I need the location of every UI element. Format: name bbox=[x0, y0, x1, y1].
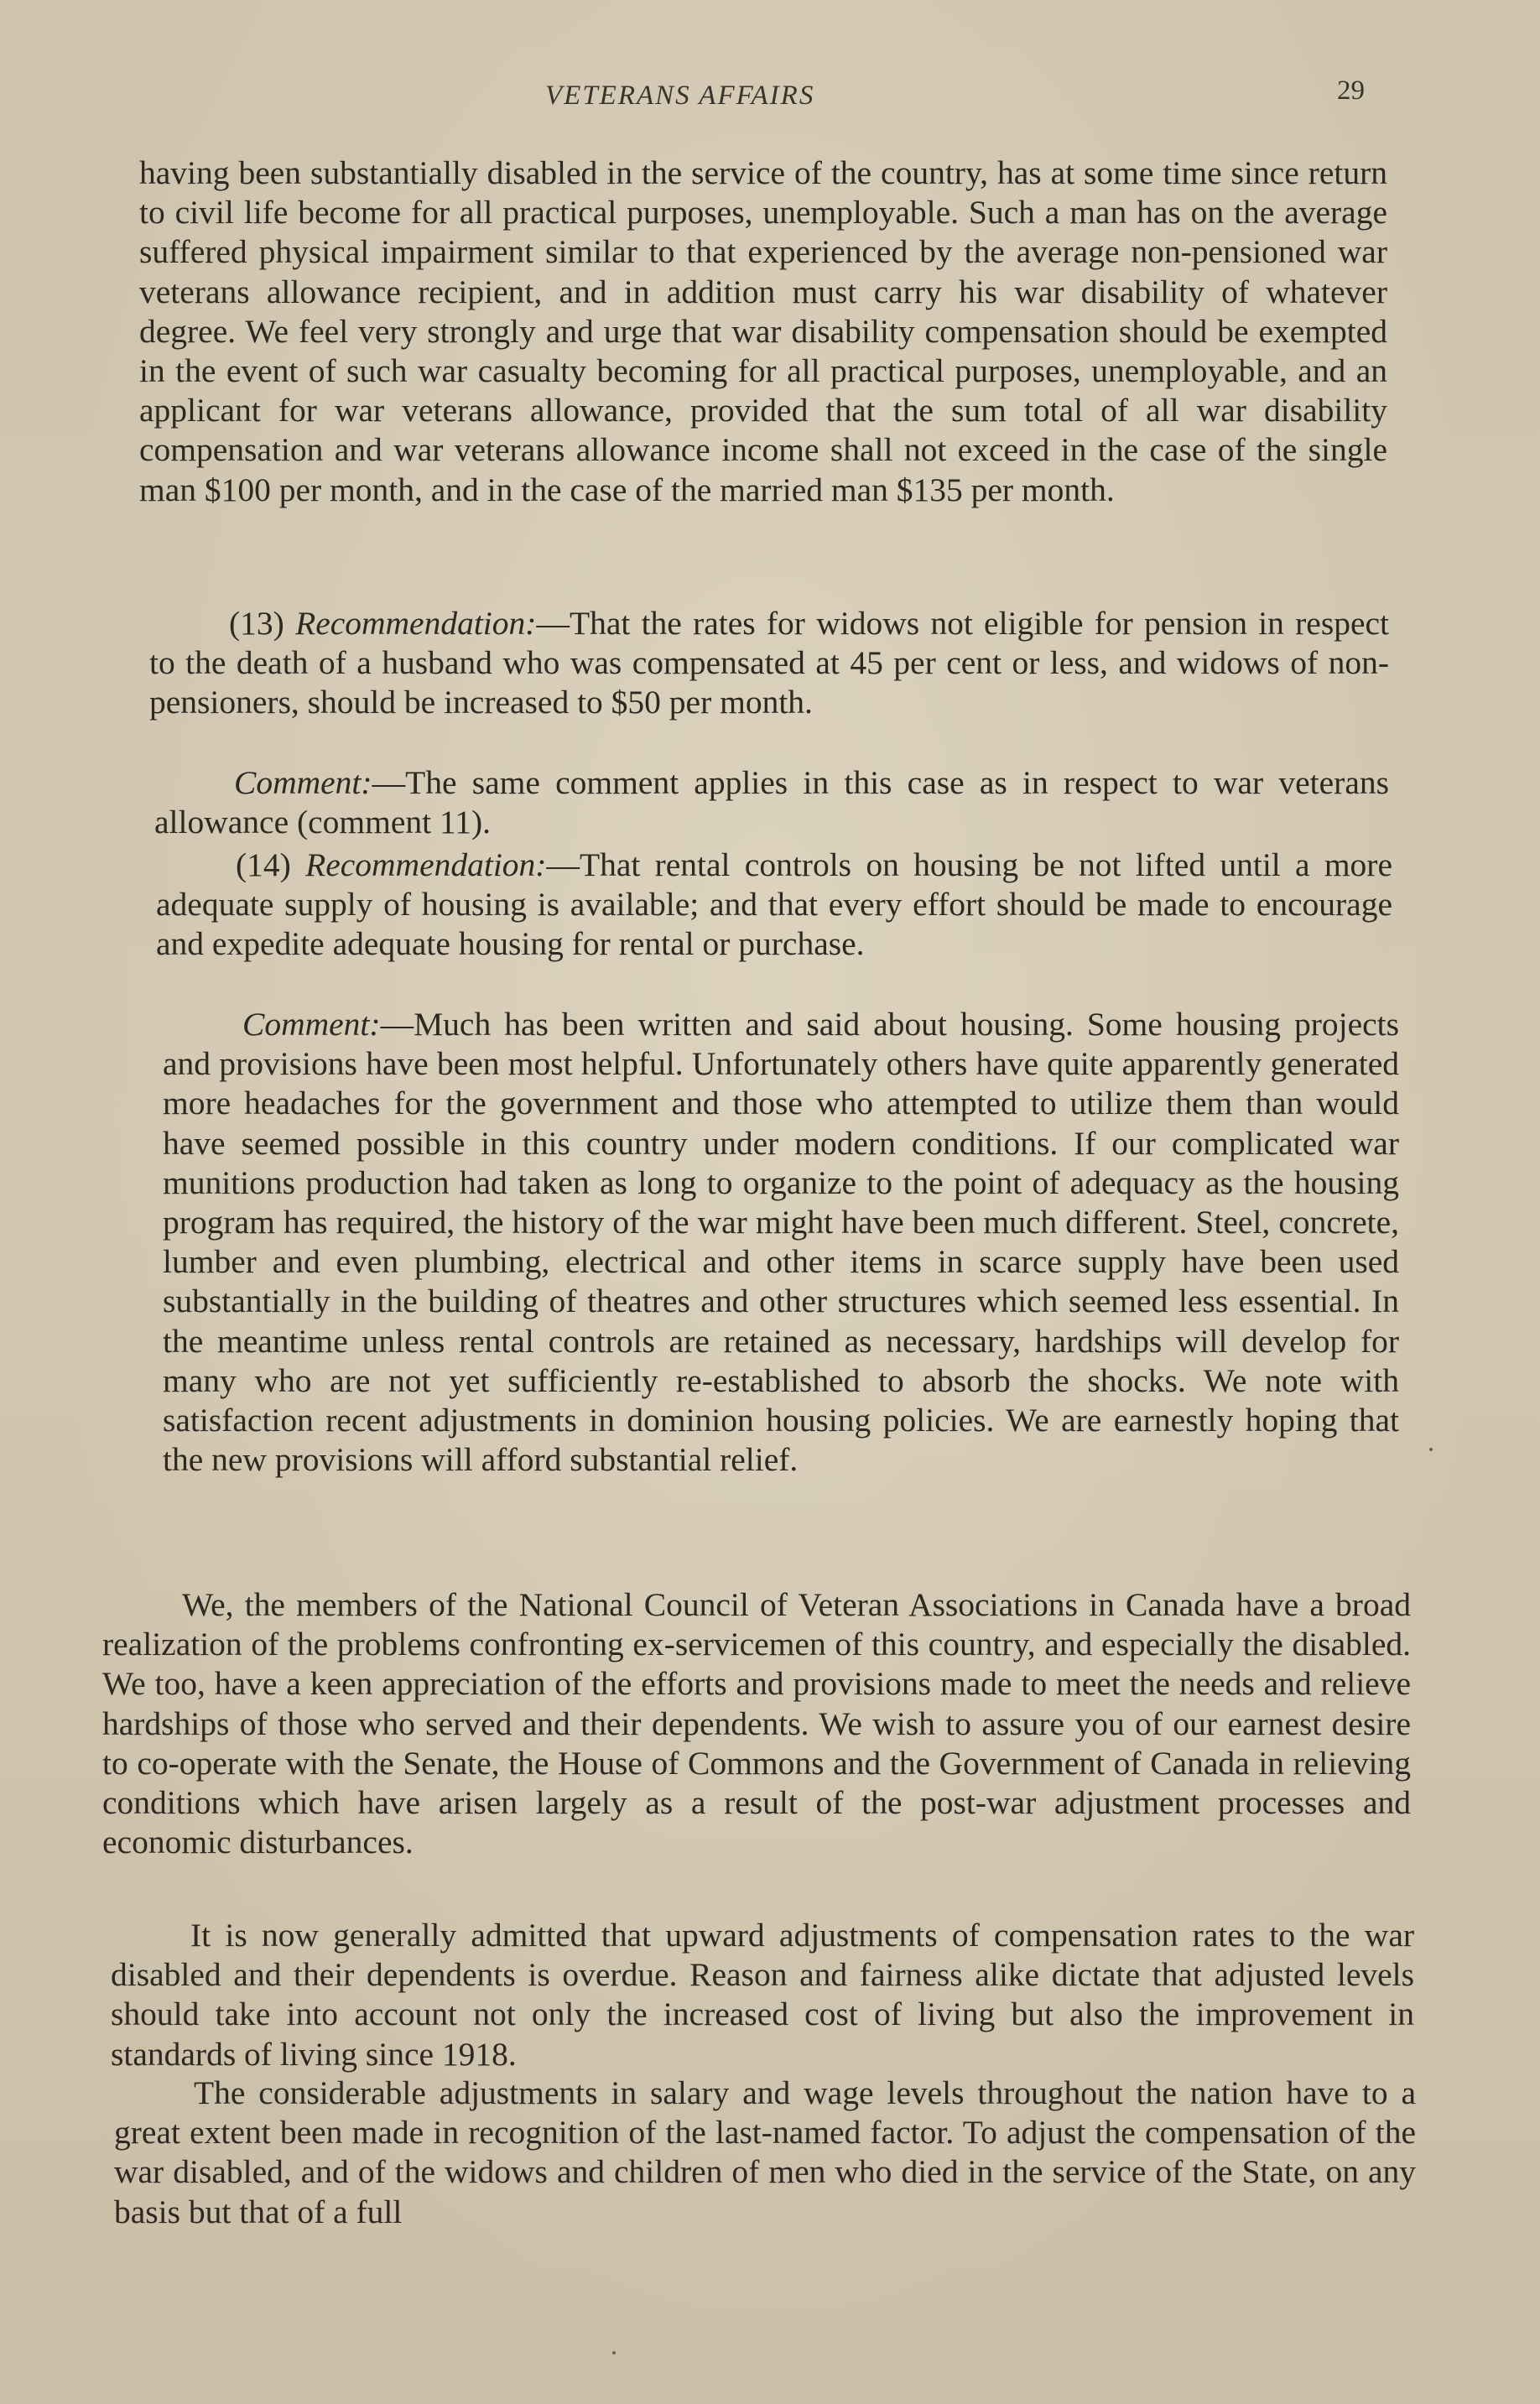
recommendation-14-text: —That rental controls on housing be not lifted until a more adequate supply of housing is available; and that every effort should be made to encourage and expedite adequate housing for rental or purchase. bbox=[156, 846, 1392, 963]
comment-13-label: Comment: bbox=[234, 764, 372, 801]
paragraph-recommendation-13 bbox=[149, 604, 1389, 723]
paragraph-comment-14 bbox=[163, 1005, 1399, 1480]
paragraph-recommendation-14 bbox=[156, 846, 1392, 965]
running-head-title: VETERANS AFFAIRS bbox=[545, 81, 815, 111]
recommendation-13-label: Recommendation: bbox=[295, 605, 537, 642]
recommendation-14-label: Recommendation: bbox=[305, 846, 547, 883]
paragraph-continuation: having been substantially disabled in the service of the country, has at some time since return to civil life become for all practical purposes, unemployable. Such a man has on the average suffered physical impairment similar to that experienced by the average non-pensioned war veterans allowance recipient, and in addition must carry his war disability of whatever degree. We feel very strongly and urge that war disability compensation should be exempted in the event of such war casualty becoming for all practical purposes, unemployable, and an applicant for war veterans allowance, provided that the sum total of all war disability compensation and war veterans allowance income shall not exceed in the case of the single man $100 per month, and in the case of the married man $135 per month. bbox=[139, 154, 1387, 508]
paper-speck bbox=[612, 2351, 616, 2355]
paragraph-comment-13 bbox=[154, 763, 1389, 842]
recommendation-13-text: —That the rates for widows not eligible for pension in respect to the death of a husband who was compensated at 45 per cent or less, and widows of non-pensioners, should be increased to $50 per month. bbox=[149, 605, 1389, 721]
paragraph-considerable-adjustments: The considerable adjustments in salary and wage levels throughout the nation have to a great extent been made in recognition of the last-named factor. To adjust the compensation of the war disabled, and of the widows and children of men who died in the service of the State, on any basis but that of a full bbox=[114, 2074, 1416, 2230]
comment-14-label: Comment: bbox=[242, 1006, 381, 1043]
recommendation-14-number: (14) bbox=[236, 846, 291, 883]
comment-13-text: —The same comment applies in this case as in respect to war veterans allowance (comment 11). bbox=[154, 764, 1389, 841]
page-number: 29 bbox=[1337, 75, 1365, 106]
comment-14-text: —Much has been written and said about housing. Some housing projects and provisions have been most helpful. Unfortunately others have quite apparently generated more headaches for the government and those who attempted to utilize them than would have seemed possible in this country under modern conditions. If our complicated war munitions production had taken as long to organize to the point of adequacy as the housing program has required, the history of the war might have been much different. Steel, concrete, lumber and even plumbing, electrical and other items in scarce supply have been used substantially in the building of theatres and other structures which seemed less essential. In the meantime unless rental controls are retained as necessary, hardships will develop for many who are not yet sufficiently re-established to absorb the shocks. We note with satisfaction recent adjustments in dominion housing policies. We are earnestly hoping that the new provisions will afford substantial relief. bbox=[163, 1006, 1399, 1479]
paragraph-national-council: We, the members of the National Council of Veteran Associations in Canada have a broad realization of the problems confronting ex-servicemen of this country, and especially the disabled. We too, have a keen appreciation of the efforts and provisions made to meet the needs and relieve hardships of those who served and their dependents. We wish to assure you of our earnest desire to co-operate with the Senate, the House of Commons and the Government of Canada in relieving conditions which have arisen largely as a result of the post-war adjustment processes and economic disturbances. bbox=[102, 1586, 1411, 1861]
paragraph-upward-adjustments: It is now generally admitted that upward adjustments of compensation rates to the war disabled and their dependents is overdue. Reason and fairness alike dictate that adjusted levels should take into account not only the increased cost of living but also the improvement in standards of living since 1918. bbox=[111, 1917, 1414, 2073]
recommendation-13-number: (13) bbox=[229, 605, 284, 642]
paper-speck bbox=[1429, 1448, 1433, 1451]
